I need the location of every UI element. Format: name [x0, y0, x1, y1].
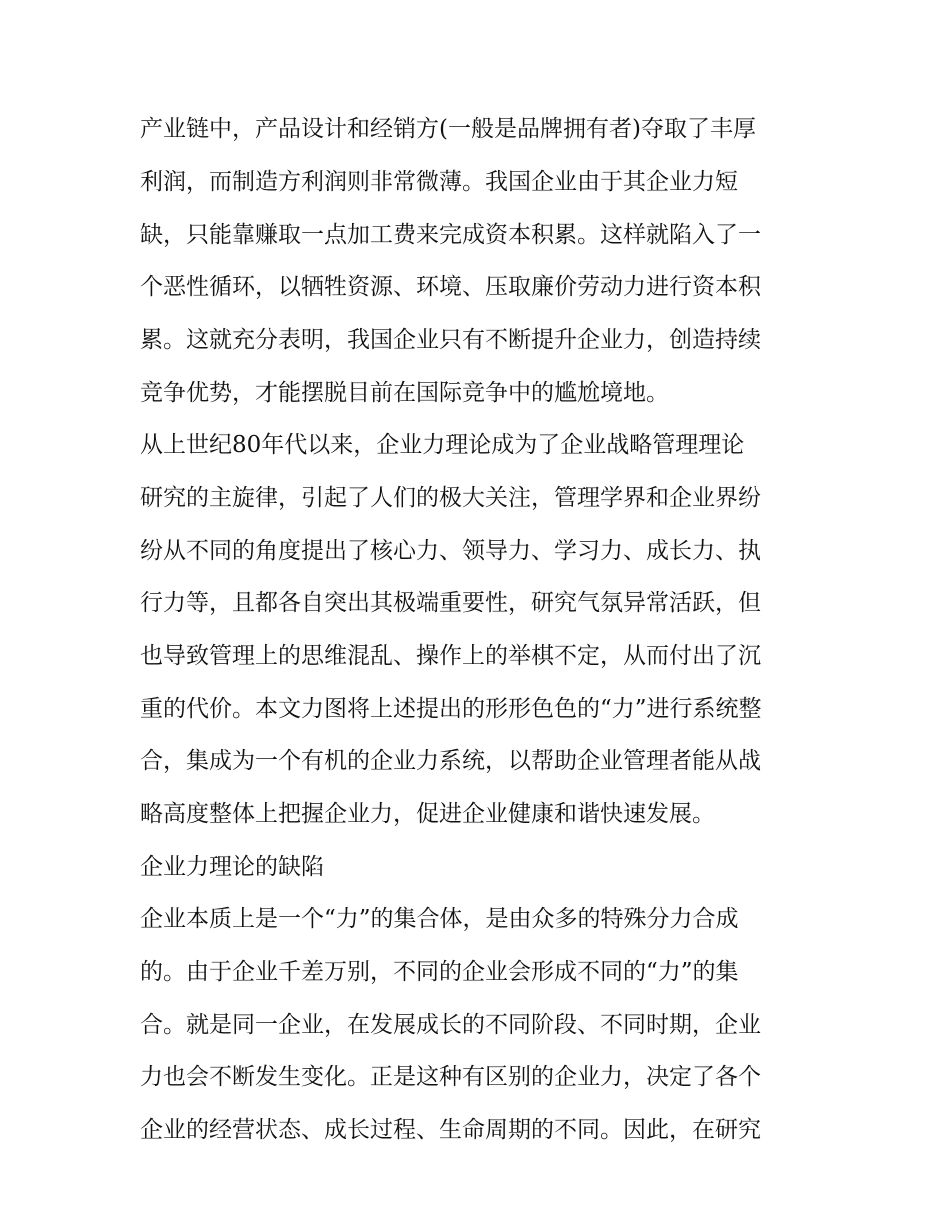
text-line: 累。这就充分表明，我国企业只有不断提升企业力，创造持续 [140, 327, 761, 353]
text-line: 产业链中，产品设计和经销方(一般是品牌拥有者)夺取了丰厚 [140, 116, 756, 142]
section-heading: 企业力理论的缺陷 [140, 854, 324, 880]
text-line: 从上世纪80年代以来，企业力理论成为了企业战略管理理论 [140, 432, 745, 458]
text-line: 纷从不同的角度提出了核心力、领导力、学习力、成长力、执 [140, 538, 761, 564]
text-line: 的。由于企业千差万别，不同的企业会形成不同的“力”的集 [140, 959, 739, 985]
text-line: 利润，而制造方利润则非常微薄。我国企业由于其企业力短 [140, 169, 738, 195]
text-line: 行力等，且都各自突出其极端重要性，研究气氛异常活跃，但 [140, 590, 761, 616]
text-line: 企业的经营状态、成长过程、生命周期的不同。因此，在研究 [140, 1117, 761, 1143]
text-line: 重的代价。本文力图将上述提出的形形色色的“力”进行系统整 [140, 696, 762, 722]
text-line: 研究的主旋律，引起了人们的极大关注，管理学界和企业界纷 [140, 485, 761, 511]
text-line: 合。就是同一企业，在发展成长的不同阶段、不同时期，企业 [140, 1012, 761, 1038]
text-line: 力也会不断发生变化。正是这种有区别的企业力，决定了各个 [140, 1064, 761, 1090]
text-line: 缺，只能靠赚取一点加工费来完成资本积累。这样就陷入了一 [140, 222, 761, 248]
text-line: 竞争优势，才能摆脱目前在国际竞争中的尴尬境地。 [140, 380, 669, 406]
text-line: 合，集成为一个有机的企业力系统，以帮助企业管理者能从战 [140, 748, 761, 774]
text-line: 个恶性循环，以牺牲资源、环境、压取廉价劳动力进行资本积 [140, 274, 761, 300]
text-line: 略高度整体上把握企业力，促进企业健康和谐快速发展。 [140, 801, 715, 827]
text-line: 企业本质上是一个“力”的集合体，是由众多的特殊分力合成 [140, 906, 739, 932]
text-line: 也导致管理上的思维混乱、操作上的举棋不定，从而付出了沉 [140, 643, 761, 669]
